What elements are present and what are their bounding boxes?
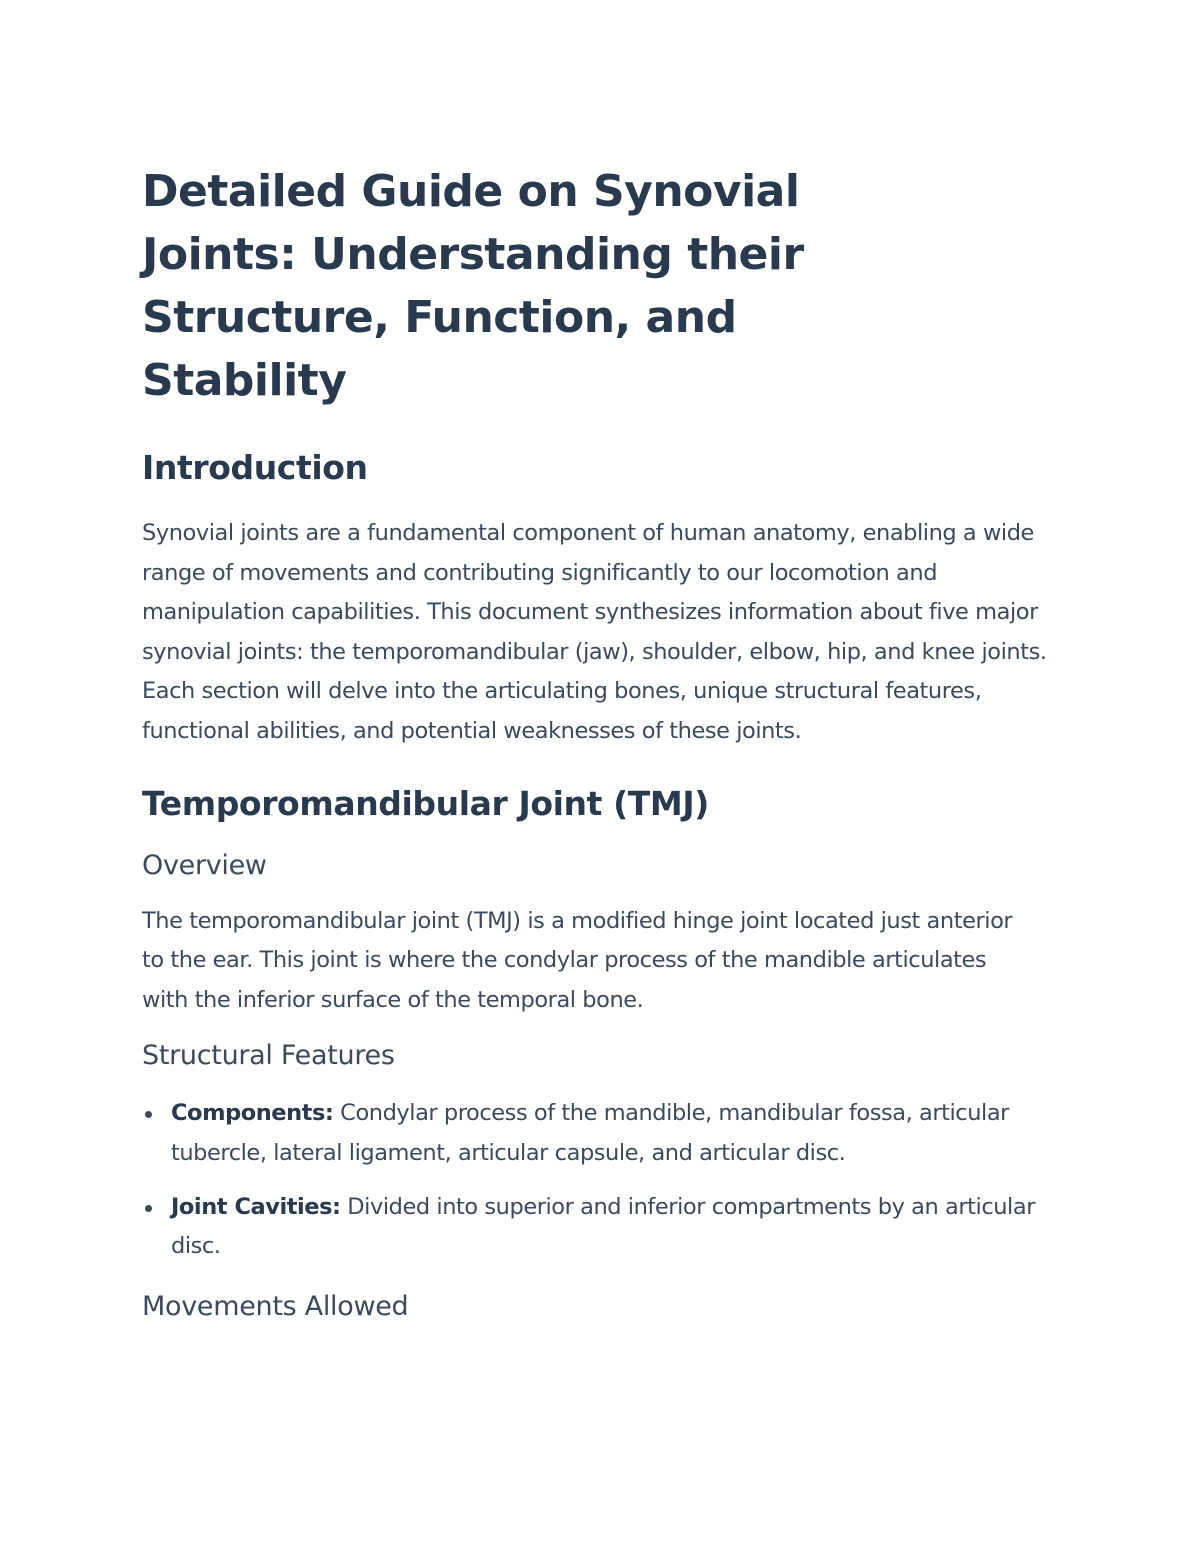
document-title: Detailed Guide on Synovial Joints: Understanding their Structure, Function, and Stability	[142, 166, 804, 406]
introduction-heading: Introduction	[142, 448, 368, 487]
overview-heading: Overview	[142, 849, 267, 881]
tmj-heading: Temporomandibular Joint (TMJ)	[142, 783, 709, 823]
movements-allowed-heading: Movements Allowed	[142, 1290, 409, 1322]
list-item-text: Condylar process of the mandible, mandibular fossa, articular tubercle, lateral ligament, articular capsule, and articular disc.	[171, 1100, 1009, 1166]
list-item-text: Divided into superior and inferior compartments by an articular disc.	[171, 1193, 1036, 1260]
bullet-icon	[145, 1111, 152, 1118]
list-item-term: Components:	[171, 1100, 334, 1127]
overview-paragraph: The temporomandibular joint (TMJ) is a modified hinge joint located just anterior to the ear. This joint is where the condylar process of the mandible articulates with the inferior surface of the temporal bone.	[142, 907, 1013, 1013]
list-item	[142, 1188, 1042, 1267]
document-page	[142, 160, 1062, 1325]
list-item-term: Joint Cavities:	[171, 1193, 341, 1220]
bullet-icon	[145, 1205, 152, 1212]
introduction-paragraph: Synovial joints are a fundamental component of human anatomy, enabling a wide range of movements and contributing significantly to our locomotion and manipulation capabilities. This document synthesizes information about five major synovial joints: the temporomandibular (jaw), shoulder, elbow, hip, and knee joints. Each section will delve into the articulating bones, unique structural features, functional abilities, and potential weaknesses of these joints.	[142, 520, 1047, 744]
structural-features-list	[142, 1094, 1042, 1266]
list-item	[142, 1094, 1042, 1173]
structural-features-heading: Structural Features	[142, 1040, 395, 1072]
